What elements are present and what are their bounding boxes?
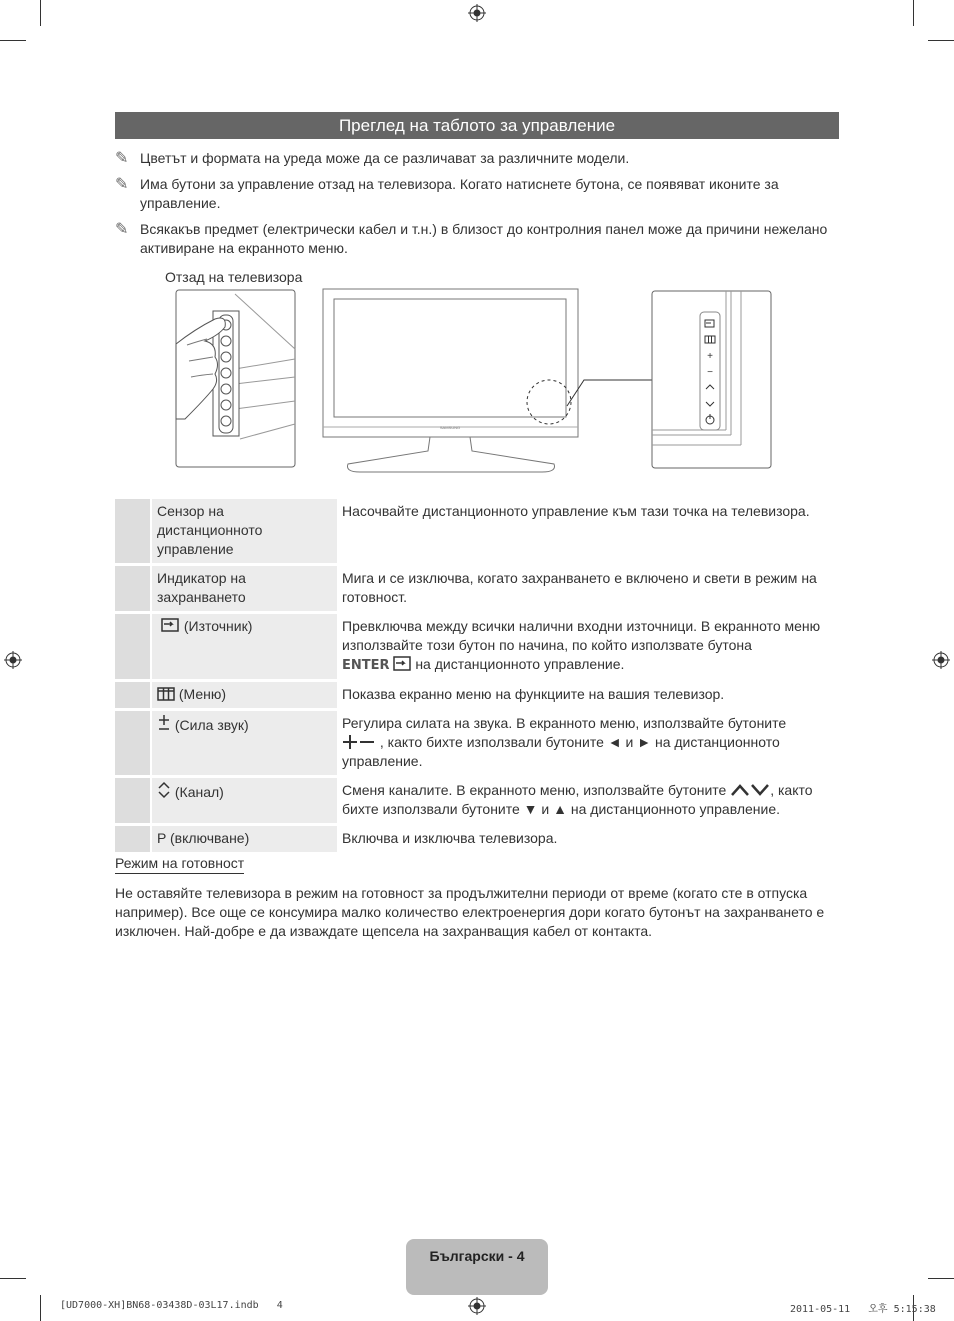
row-number-cell [115, 778, 150, 826]
menu-icon [157, 687, 175, 701]
row-number-cell [115, 566, 150, 614]
control-description: , както бихте използвали бутоните ▼ и ▲ на дистанционното управление. [342, 782, 813, 817]
note-pencil-icon: ✎ [115, 221, 129, 238]
control-name: Сензор на дистанционното управление [150, 499, 337, 566]
control-description: Регулира силата на звука. В екранното меню, използвайте бутоните [342, 715, 787, 731]
note-item [115, 175, 839, 213]
note-text: Всякакъв предмет (електрически кабел и т.н.) в близост до контролния панел може да причини нежелано активиране на екранното меню. [140, 221, 828, 256]
control-name: (Сила звук) [174, 717, 249, 733]
crop-mark [0, 40, 26, 41]
down-arrow-icon [750, 783, 770, 797]
note-item [115, 220, 839, 258]
note-item [115, 149, 839, 168]
control-name-cell [150, 682, 337, 711]
control-description-cell [337, 711, 839, 778]
table-row [115, 826, 839, 855]
control-description: Насочвайте дистанционното управление към тази точка на телевизора. [337, 499, 839, 566]
crop-mark [913, 0, 914, 26]
row-number-cell [115, 826, 150, 855]
table-row [115, 682, 839, 711]
control-name: (Източник) [183, 618, 253, 634]
row-number-cell [115, 711, 150, 778]
crop-mark [928, 40, 954, 41]
crop-mark [928, 1278, 954, 1279]
plus-minus-icon [157, 714, 171, 732]
print-footer-timestamp: 2011-05-11 오후 5:15:38 [790, 1304, 936, 1315]
back-of-tv-label: Отзад на телевизора [165, 269, 303, 285]
note-text: Има бутони за управление отзад на телевизора. Когато натиснете бутона, се появяват иконите за управление. [140, 176, 779, 211]
callout-line [566, 378, 654, 408]
tv-side-panel-closeup [651, 290, 772, 469]
control-name-cell [150, 778, 337, 826]
note-pencil-icon: ✎ [115, 176, 129, 193]
tv-brand-logo: SAMSUNG [439, 425, 461, 430]
row-number-cell [115, 499, 150, 566]
tv-front-illustration [320, 286, 582, 476]
table-row [115, 778, 839, 826]
enter-button-label: ENTER [342, 658, 390, 673]
tv-back-closeup-illustration [175, 289, 296, 468]
standby-heading: Режим на готовност [115, 855, 244, 874]
side-plus-icon: + [707, 351, 713, 362]
note-pencil-icon: ✎ [115, 150, 129, 167]
note-text: Цветът и формата на уреда може да се различават за различните модели. [140, 150, 630, 166]
table-row [115, 566, 839, 614]
control-description-cell [337, 614, 839, 682]
control-description-cell [337, 778, 839, 826]
control-name-cell [150, 711, 337, 778]
table-row [115, 711, 839, 778]
side-minus-icon: − [707, 367, 713, 378]
registration-mark-icon [468, 4, 486, 22]
row-number-cell [115, 614, 150, 682]
control-name-cell [150, 614, 337, 682]
channel-up-down-icon [157, 781, 171, 799]
control-description: Показва екранно меню на функциите на вашия телевизор. [337, 682, 839, 711]
registration-mark-icon [468, 1297, 486, 1315]
control-description: Превключва между всички налични входни източници. В екранното меню използвайте този бутон по начина, по който използвате бутона [342, 618, 821, 653]
minus-icon [358, 735, 376, 749]
control-description: Сменя каналите. В екранното меню, използвайте бутоните [342, 782, 727, 798]
enter-icon [393, 656, 411, 671]
print-footer-filename: [UD7000-XH]BN68-03438D-03L17.indb 4 [60, 1300, 283, 1311]
section-title: Преглед на таблото за управление [115, 112, 839, 139]
crop-mark [40, 0, 41, 26]
controls-table [115, 499, 839, 855]
table-row [115, 614, 839, 682]
registration-mark-icon [4, 651, 22, 669]
standby-text: Не оставяйте телевизора в режим на готовност за продължителни периоди от време (когато сте в отпуска например). Все още се консумира малко количество електроенергия дори когато бутонът на захранването е изключен. Най-добре е да изваждате щепсела на захранващия кабел от контакта. [115, 885, 825, 939]
control-description: Включва и изключва телевизора. [337, 826, 839, 855]
control-description: , както бихте използвали бутоните ◄ и ► на дистанционното управление. [342, 734, 780, 769]
up-arrow-icon [730, 783, 750, 797]
table-row [115, 499, 839, 566]
plus-icon [342, 735, 358, 749]
crop-mark [40, 1295, 41, 1321]
control-name: (Меню) [178, 686, 227, 702]
control-name: (Канал) [174, 784, 224, 800]
control-name: P (включване) [150, 826, 337, 855]
registration-mark-icon [932, 651, 950, 669]
control-description: на дистанционното управление. [415, 656, 625, 672]
row-number-cell [115, 682, 150, 711]
page-number-badge: Български - 4 [406, 1239, 548, 1295]
crop-mark [0, 1278, 26, 1279]
source-icon [160, 617, 180, 633]
control-name: Индикатор на захранването [150, 566, 337, 614]
control-description: Мига и се изключва, когато захранването е включено и свети в режим на готовност. [337, 566, 839, 614]
